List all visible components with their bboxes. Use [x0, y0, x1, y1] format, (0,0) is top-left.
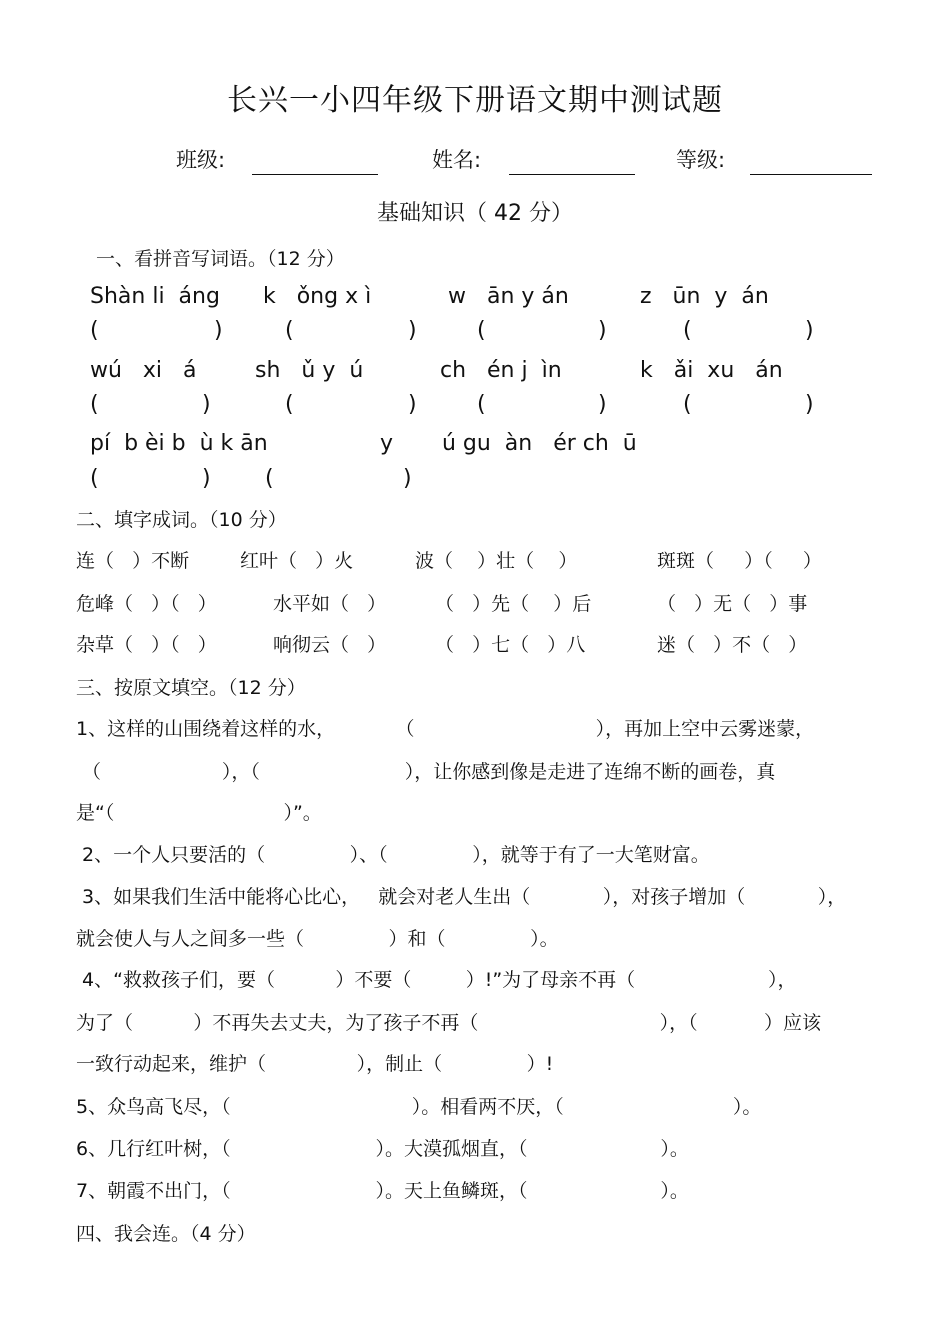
fill-item[interactable]: 危峰（ ）（ ）: [76, 593, 217, 615]
grade-label: 等级:: [676, 148, 726, 172]
fill-line[interactable]: 一致行动起来，维护（ ），制止（ ）!: [76, 1053, 554, 1075]
class-label: 班级:: [176, 148, 226, 172]
answer-paren-open[interactable]: (: [265, 466, 274, 491]
fill-line[interactable]: 7、朝霞不出门，（ ）。天上鱼鳞斑，（ ）。: [76, 1180, 689, 1202]
name-blank[interactable]: [509, 174, 635, 175]
fill-line[interactable]: 1、这样的山围绕着这样的水， （ ），再加上空中云雾迷蒙，: [76, 718, 815, 740]
answer-paren-open[interactable]: (: [90, 392, 99, 417]
answer-paren-open[interactable]: (: [477, 318, 486, 343]
fill-line[interactable]: 是“（ ）”。: [76, 802, 322, 824]
class-blank[interactable]: [252, 174, 378, 175]
answer-paren-open[interactable]: (: [90, 466, 99, 491]
fill-item[interactable]: 迷（ ）不（ ）: [657, 634, 808, 656]
page-title: 长兴一小四年级下册语文期中测试题: [227, 83, 723, 118]
answer-paren-open[interactable]: (: [683, 392, 692, 417]
pinyin-item: y ú gu àn ér ch ū: [380, 431, 637, 456]
grade-blank[interactable]: [750, 174, 872, 175]
pinyin-item: z ūn y án: [640, 284, 769, 309]
pinyin-item: wú xi á: [90, 358, 197, 383]
answer-paren-close: ): [598, 318, 607, 343]
fill-line[interactable]: 2、一个人只要活的（ ）、（ ），就等于有了一大笔财富。: [76, 844, 710, 866]
name-label: 姓名:: [432, 148, 482, 172]
q4-heading: 四、我会连。（4 分）: [76, 1223, 256, 1245]
fill-line[interactable]: 就会使人与人之间多一些（ ）和（ ）。: [76, 928, 559, 950]
fill-item[interactable]: 连（ ）不断: [76, 550, 190, 572]
fill-line[interactable]: 4、“救救孩子们，要（ ）不要（ ）!”为了母亲不再（ ），: [76, 969, 797, 991]
answer-paren-open[interactable]: (: [285, 318, 294, 343]
pinyin-item: ch én j ìn: [440, 358, 562, 383]
answer-paren-open[interactable]: (: [477, 392, 486, 417]
answer-paren-close: ): [202, 466, 211, 491]
fill-item[interactable]: 红叶（ ）火: [240, 550, 354, 572]
fill-item[interactable]: （ ）七（ ）八: [435, 634, 586, 656]
pinyin-item: w ān y án: [448, 284, 569, 309]
fill-item[interactable]: 水平如（ ）: [273, 593, 387, 615]
pinyin-item: k ǎi xu án: [640, 358, 783, 383]
q1-heading: 一、看拼音写词语。（12 分）: [96, 248, 345, 270]
fill-line[interactable]: 3、如果我们生活中能将心比心， 就会对老人生出（ ），对孩子增加（ ），: [76, 886, 847, 908]
section-title: 基础知识（ 42 分）: [377, 201, 573, 226]
fill-item[interactable]: 波（ ）壮（ ）: [415, 550, 578, 572]
answer-paren-open[interactable]: (: [90, 318, 99, 343]
fill-item[interactable]: （ ）先（ ）后: [435, 593, 592, 615]
fill-line[interactable]: 为了（ ）不再失去丈夫，为了孩子不再（ ），（ ）应该: [76, 1012, 822, 1034]
answer-paren-close: ): [598, 392, 607, 417]
answer-paren-open[interactable]: (: [683, 318, 692, 343]
answer-paren-close: ): [408, 392, 417, 417]
pinyin-item: Shàn li áng: [90, 284, 220, 309]
fill-item[interactable]: 杂草（ ）（ ）: [76, 634, 217, 656]
pinyin-item: pí b èi b ù k ān: [90, 431, 268, 456]
answer-paren-close: ): [805, 392, 814, 417]
fill-line[interactable]: 5、众鸟高飞尽，（ ）。相看两不厌，（ ）。: [76, 1096, 762, 1118]
fill-line[interactable]: 6、几行红叶树，（ ）。大漠孤烟直，（ ）。: [76, 1138, 689, 1160]
fill-item[interactable]: （ ）无（ ）事: [657, 593, 808, 615]
fill-line[interactable]: （ ），（ ），让你感到像是走进了连绵不断的画卷，真: [76, 761, 776, 783]
answer-paren-close: ): [202, 392, 211, 417]
pinyin-item: k ǒng x ì: [263, 284, 372, 309]
answer-paren-close: ): [805, 318, 814, 343]
q3-heading: 三、按原文填空。（12 分）: [76, 677, 306, 699]
fill-item[interactable]: 响彻云（ ）: [273, 634, 387, 656]
pinyin-item: sh ǔ y ú: [255, 358, 364, 383]
answer-paren-close: ): [408, 318, 417, 343]
answer-paren-close: ): [214, 318, 223, 343]
fill-item[interactable]: 斑斑（ ）（ ）: [657, 550, 822, 572]
q2-heading: 二、填字成词。（10 分）: [76, 509, 287, 531]
answer-paren-close: ): [403, 466, 412, 491]
answer-paren-open[interactable]: (: [285, 392, 294, 417]
